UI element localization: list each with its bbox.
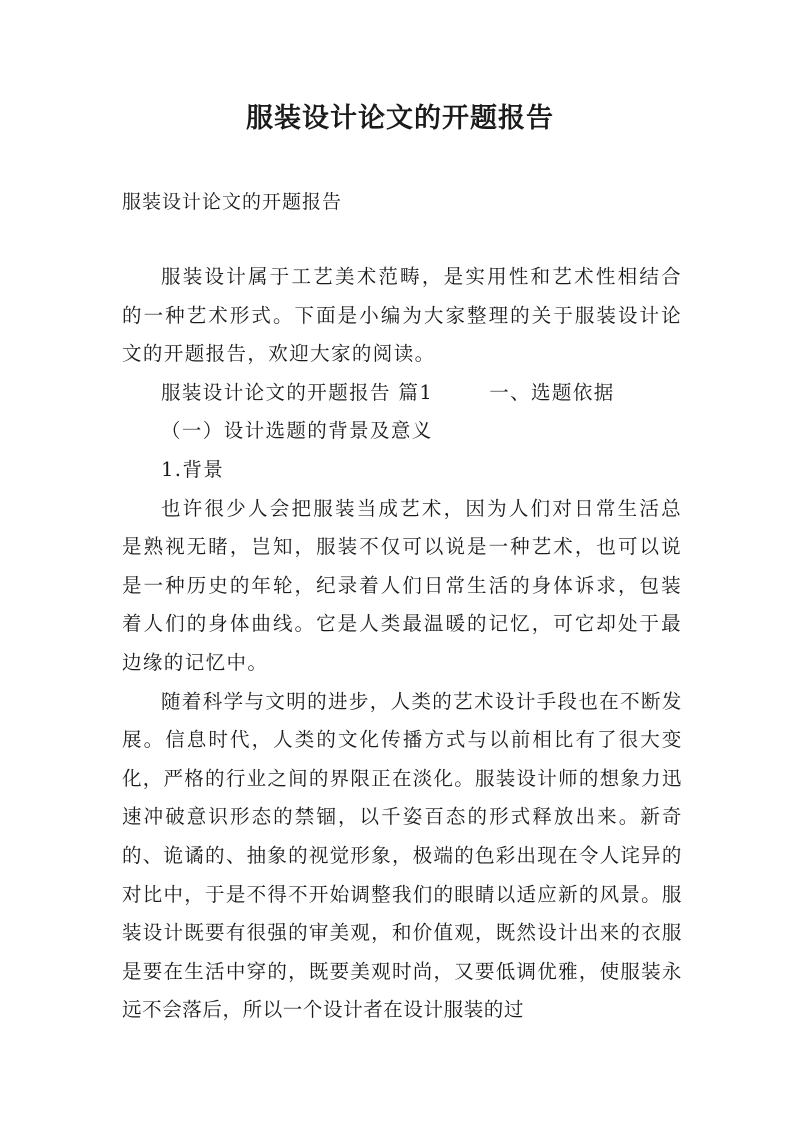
document-title: 服装设计论文的开题报告 bbox=[246, 103, 554, 134]
part-heading-line bbox=[122, 374, 682, 413]
body-paragraph-1: 也许很少人会把服装当成艺术，因为人们对日常生活总是熟视无睹，岂知，服装不仅可以说是一种艺术，也可以说是一种历史的年轮，纪录着人们日常生活的身体诉求，包装着人们的身体曲线。它是人类最温暖的记忆，可它却处于最边缘的记忆中。 bbox=[122, 496, 682, 674]
subsection-heading: （一）设计选题的背景及意义 bbox=[161, 419, 433, 443]
document-body bbox=[122, 258, 682, 1030]
intro-paragraph: 服装设计属于工艺美术范畴，是实用性和艺术性相结合的一种艺术形式。下面是小编为大家整理的关于服装设计论文的开题报告，欢迎大家的阅读。 bbox=[122, 265, 682, 366]
section-heading: 一、选题依据 bbox=[489, 380, 615, 404]
body-paragraph-2: 随着科学与文明的进步，人类的艺术设计手段也在不断发展。信息时代，人类的文化传播方式与以前相比有了很大变化，严格的行业之间的界限正在淡化。服装设计师的想象力迅速冲破意识形态的禁锢，以千姿百态的形式释放出来。新奇的、诡谲的、抽象的视觉形象，极端的色彩出现在令人诧异的对比中，于是不得不开始调整我们的眼睛以适应新的风景。服装设计既要有很强的审美观，和价值观，既然设计出来的衣服是要在生活中穿的，既要美观时尚，又要低调优雅，使服装永远不会落后，所以一个设计者在设计服装的过 bbox=[122, 689, 682, 1022]
part-label: 服装设计论文的开题报告 篇1 bbox=[161, 380, 434, 404]
document-subtitle: 服装设计论文的开题报告 bbox=[122, 191, 343, 213]
item-heading: 1.背景 bbox=[161, 457, 225, 481]
